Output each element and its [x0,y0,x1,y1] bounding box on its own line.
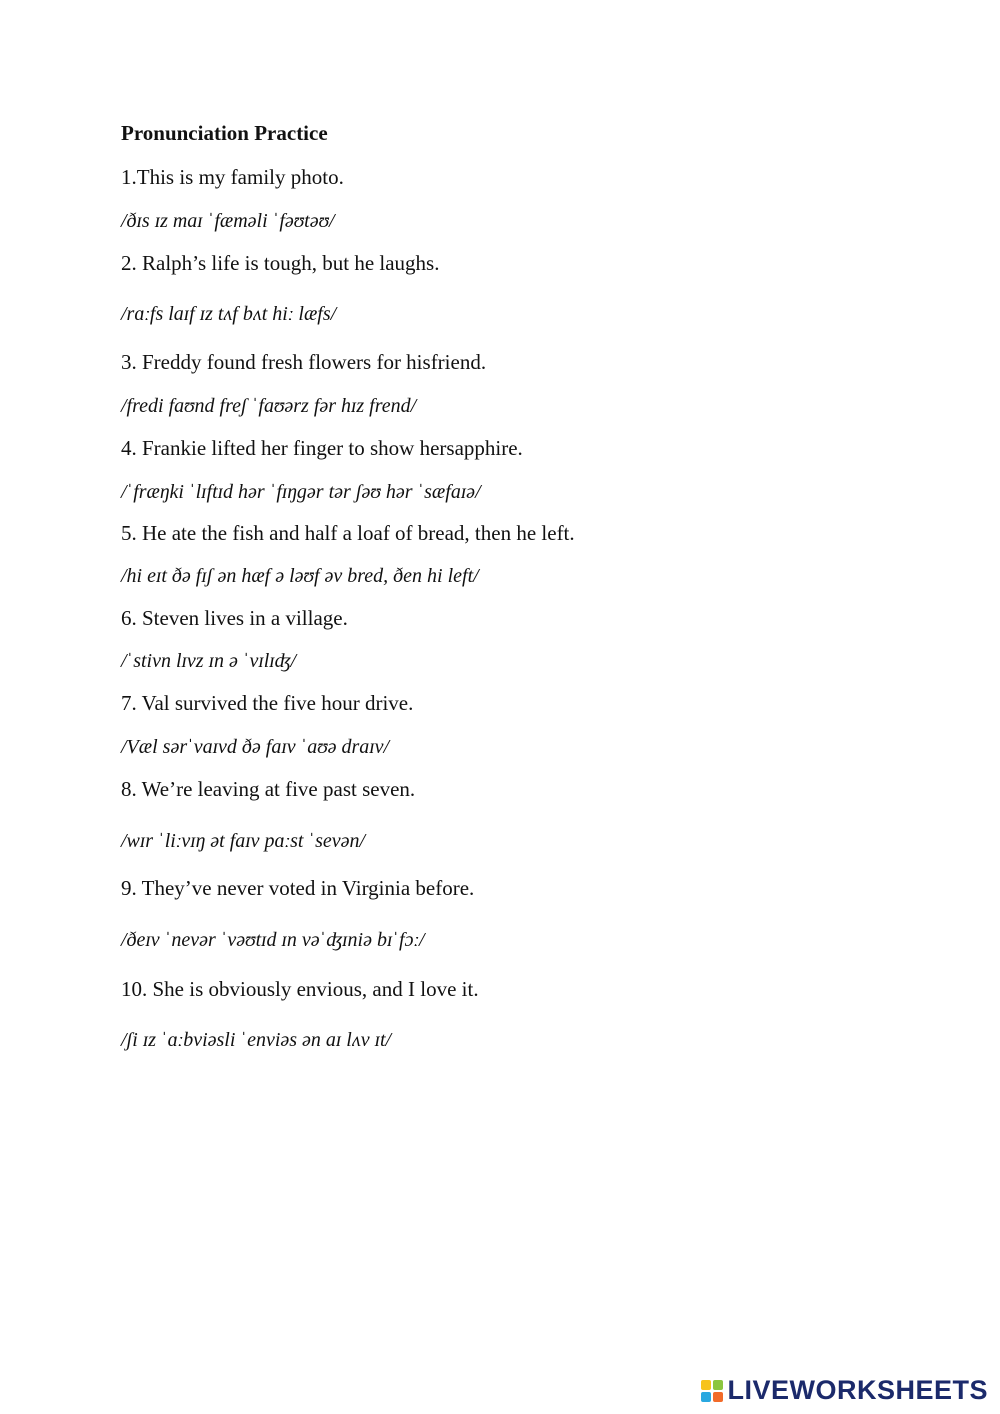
sentence-2: 2. Ralph’s life is tough, but he laughs. [121,251,440,275]
page-title: Pronunciation Practice [121,121,328,145]
logo-square-yellow [701,1380,711,1390]
transcription-4: /ˈfræŋki ˈlɪftɪd hər ˈfɪŋgər tər ʃəʊ hər ˈsæfaɪə/ [121,481,481,503]
logo-square-blue [701,1392,711,1402]
transcription-8: /wɪr ˈliːvɪŋ ət faɪv pɑːst ˈsevən/ [121,830,366,852]
transcription-9: /ðeɪv ˈnevər ˈvəʊtɪd ɪn vəˈʤɪniə bɪˈfɔː/ [121,929,425,951]
transcription-10: /ʃi ɪz ˈɑːbviəsli ˈenviəs ən aɪ lʌv ɪt/ [121,1029,392,1051]
transcription-6: /ˈstivn lɪvz ɪn ə ˈvɪlɪʤ/ [121,650,297,672]
liveworksheets-logo-icon [701,1380,723,1402]
sentence-5: 5. He ate the fish and half a loaf of bread, then he left. [121,521,575,545]
liveworksheets-logo [701,1375,988,1406]
sentence-4: 4. Frankie lifted her finger to show hersapphire. [121,436,523,460]
sentence-10: 10. She is obviously envious, and I love it. [121,977,479,1001]
transcription-1: /ðɪs ɪz maɪ ˈfæməli ˈfəʊtəʊ/ [121,210,335,232]
transcription-3: /fredi faʊnd freʃ ˈfaʊərz fər hɪz frend/ [121,395,417,417]
sentence-1: 1.This is my family photo. [121,165,344,189]
sentence-9: 9. They’ve never voted in Virginia before. [121,876,475,900]
logo-text: LIVEWORKSHEETS [727,1375,988,1405]
transcription-2: /rɑːfs laɪf ɪz tʌf bʌt hiː læfs/ [121,303,337,325]
transcription-5: /hi eɪt ðə fɪʃ ən hæf ə ləʊf əv bred, ðen hi left/ [121,565,479,587]
sentence-7: 7. Val survived the five hour drive. [121,691,414,715]
logo-square-green [713,1380,723,1390]
transcription-7: /Væl sərˈvaɪvd ðə faɪv ˈaʊə draɪv/ [121,736,390,758]
sentence-3: 3. Freddy found fresh flowers for hisfriend. [121,350,487,374]
sentence-6: 6. Steven lives in a village. [121,606,348,630]
sentence-8: 8. We’re leaving at five past seven. [121,777,416,801]
logo-square-orange [713,1392,723,1402]
